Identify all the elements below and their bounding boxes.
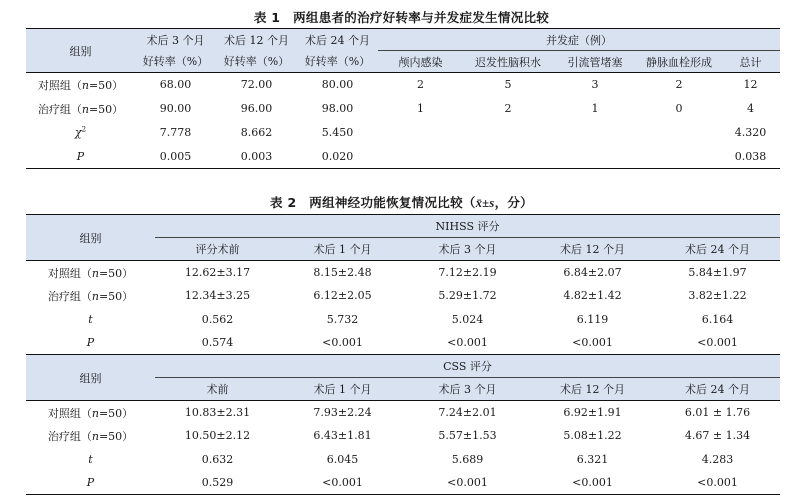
table-cell: 6.84±2.07 — [563, 266, 622, 279]
css-row-p — [26, 471, 780, 495]
table-cell: 5 — [504, 78, 512, 92]
table-cell: 0 — [675, 102, 683, 115]
css-column-header: 术后 12 个月 — [530, 378, 655, 401]
row-label: t — [88, 452, 93, 466]
table-cell: <0.001 — [447, 476, 488, 489]
row-label: P — [76, 149, 85, 163]
css-row-control — [26, 401, 780, 425]
table-cell: 0.632 — [201, 452, 234, 466]
table-cell: 0.562 — [201, 312, 234, 326]
table-cell: 6.92±1.91 — [563, 406, 622, 419]
table-cell: <0.001 — [322, 476, 363, 489]
table-cell: 98.00 — [321, 102, 354, 115]
table-cell: <0.001 — [572, 336, 613, 349]
table1-complication-col: 静脉血栓形成 — [637, 51, 721, 73]
table-cell: 6.01 ± 1.76 — [684, 406, 751, 419]
table-cell: 3 — [591, 78, 599, 92]
nihss-column-header: 术后 24 个月 — [655, 238, 780, 261]
table-cell: 96.00 — [240, 102, 273, 115]
table-cell: <0.001 — [697, 336, 738, 349]
table-cell: 0.529 — [201, 476, 234, 489]
table-cell: 4.82±1.42 — [563, 289, 622, 303]
table-cell: 0.574 — [201, 336, 234, 349]
table-cell: 12.34±3.25 — [184, 289, 251, 303]
table1-rate-label: 好转率（%） — [297, 51, 378, 73]
table-cell: 72.00 — [240, 78, 273, 92]
row-label: t — [88, 312, 93, 326]
nihss-row-p — [26, 331, 780, 355]
table-cell: 8.15±2.48 — [313, 266, 372, 279]
table-cell: 4.283 — [701, 452, 734, 466]
row-label: 对照组（n=50） — [37, 78, 124, 92]
row-label: 对照组（n=50） — [47, 406, 134, 420]
row-label: 治疗组（n=50） — [47, 289, 134, 303]
table-cell: 5.732 — [326, 312, 359, 326]
css-row-treatment — [26, 424, 780, 448]
table2-group-header: 组别 — [26, 355, 155, 401]
table-cell: 4.67 ± 1.34 — [684, 429, 751, 443]
css-column-header: 术后 1 个月 — [280, 378, 405, 401]
table-cell: 3.82±1.22 — [688, 289, 747, 303]
css-column-header: 术后 3 个月 — [405, 378, 530, 401]
table1-rate-label: 好转率（%） — [135, 51, 216, 73]
table-cell: 7.12±2.19 — [438, 266, 497, 279]
table1-complication-col: 引流管堵塞 — [553, 51, 637, 73]
css-column-header: 术前 — [155, 378, 280, 401]
nihss-column-header: 术后 1 个月 — [280, 238, 405, 261]
table-cell: 7.778 — [159, 126, 192, 139]
table-cell: 2 — [504, 102, 512, 115]
table1-row-p — [26, 145, 780, 169]
table1-row-treatment — [26, 97, 780, 121]
nihss-row-control — [26, 261, 780, 285]
table-cell: 0.003 — [240, 149, 273, 163]
table1 — [26, 28, 780, 169]
css-column-header: 术后 24 个月 — [655, 378, 780, 401]
table-cell: 1 — [417, 102, 424, 115]
nihss-column-header: 术后 12 个月 — [530, 238, 655, 261]
table1-complication-header: 并发症（例） — [378, 29, 780, 51]
table-cell: 0.020 — [321, 149, 354, 163]
table1-row-chi — [26, 121, 780, 145]
table-cell: 5.689 — [451, 452, 484, 466]
table-cell: 5.57±1.53 — [438, 429, 497, 443]
table-cell: 8.662 — [240, 126, 273, 139]
table-cell: 6.164 — [701, 312, 734, 326]
row-label: P — [86, 336, 95, 349]
table-cell: 10.50±2.12 — [184, 429, 251, 443]
table-cell: 5.08±1.22 — [563, 429, 622, 443]
table-cell: 2 — [675, 78, 683, 92]
table-cell: 0.038 — [734, 149, 767, 163]
table-cell: 90.00 — [159, 102, 192, 115]
table2-group-header: 组别 — [26, 215, 155, 261]
table-cell: 68.00 — [159, 78, 192, 92]
table-cell: 5.024 — [451, 312, 484, 326]
row-label: P — [86, 476, 95, 489]
nihss-column-header: 术后 3 个月 — [405, 238, 530, 261]
table-cell: 6.045 — [326, 452, 359, 466]
table-cell: 5.29±1.72 — [438, 289, 497, 303]
table-cell: 7.93±2.24 — [313, 406, 372, 419]
table1-caption: 表 1 两组患者的治疗好转率与并发症发生情况比较 — [253, 10, 550, 25]
table-cell: <0.001 — [322, 336, 363, 349]
table-cell: <0.001 — [697, 476, 738, 489]
table-cell: 5.450 — [321, 126, 354, 139]
table2-caption: 表 2 两组神经功能恢复情况比较（x̄±s，分） — [270, 195, 533, 210]
table-cell: <0.001 — [572, 476, 613, 489]
table-cell: 5.84±1.97 — [688, 266, 747, 279]
table-cell: 7.24±2.01 — [438, 406, 497, 419]
table1-time-header: 术后 3 个月 — [135, 29, 216, 51]
table-cell: 10.83±2.31 — [184, 406, 251, 419]
css-row-t — [26, 448, 780, 472]
table1-time-header: 术后 24 个月 — [297, 29, 378, 51]
table1-rate-label: 好转率（%） — [216, 51, 297, 73]
table-cell: 4.320 — [734, 126, 767, 139]
table1-row-control — [26, 73, 780, 97]
nihss-row-treatment — [26, 284, 780, 308]
table1-group-header: 组别 — [26, 29, 135, 73]
table2 — [26, 214, 780, 495]
table-cell: 6.43±1.81 — [313, 429, 372, 443]
nihss-header: NIHSS 评分 — [155, 215, 780, 238]
table-cell: 12 — [743, 78, 758, 92]
table-cell: 2 — [417, 78, 424, 92]
nihss-row-t — [26, 308, 780, 332]
table-cell: 0.005 — [159, 149, 192, 163]
table1-complication-col: 总计 — [721, 51, 780, 73]
css-header: CSS 评分 — [155, 355, 780, 378]
row-label: 治疗组（n=50） — [37, 102, 124, 116]
nihss-column-header: 评分术前 — [155, 238, 280, 261]
table-cell: 6.321 — [576, 452, 609, 466]
row-label: $\chi^2$ — [74, 125, 87, 139]
table-cell: 6.119 — [576, 312, 609, 326]
table-cell: 80.00 — [321, 78, 354, 92]
table1-complication-col: 迟发性脑积水 — [463, 51, 553, 73]
table1-time-header: 术后 12 个月 — [216, 29, 297, 51]
row-label: 对照组（n=50） — [47, 266, 134, 280]
table-cell: 6.12±2.05 — [313, 289, 372, 303]
table-cell: 1 — [591, 102, 599, 115]
table1-complication-col: 颅内感染 — [378, 51, 463, 73]
table-cell: <0.001 — [447, 336, 488, 349]
row-label: 治疗组（n=50） — [47, 429, 134, 443]
table-cell: 12.62±3.17 — [184, 266, 251, 279]
table-cell: 4 — [747, 102, 755, 115]
